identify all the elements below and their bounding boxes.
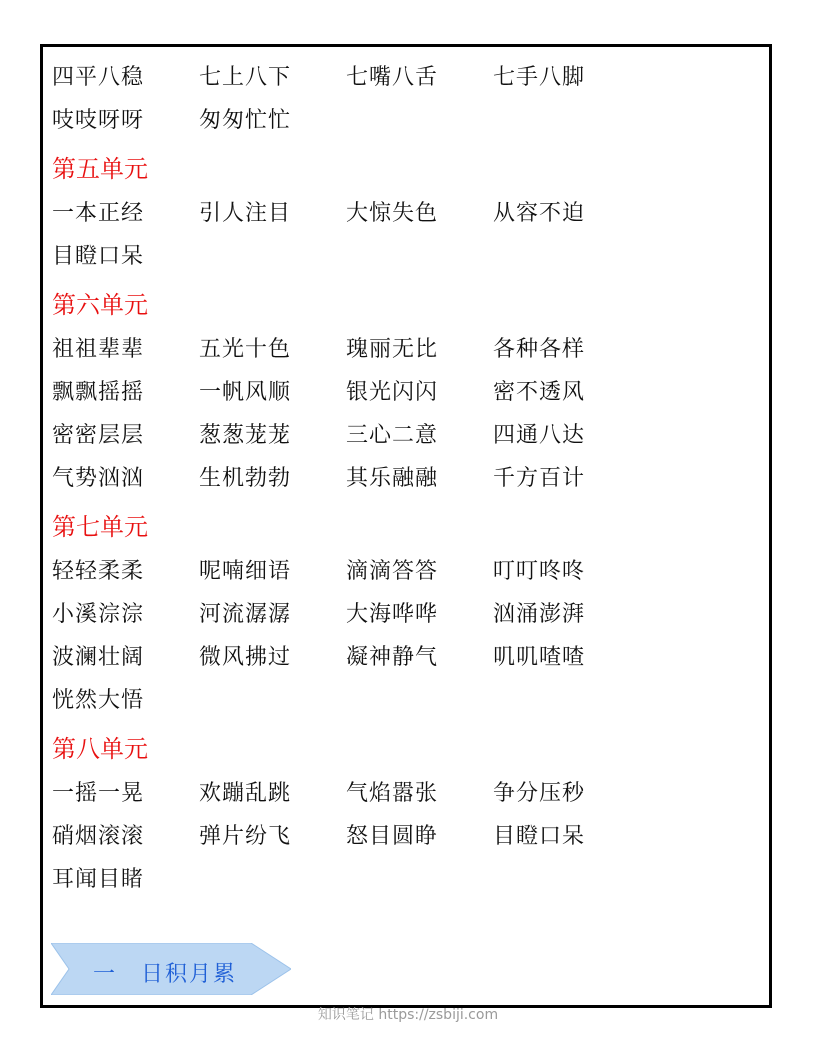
word-row (52, 455, 769, 498)
idiom-word: 瑰丽无比 (346, 337, 439, 362)
idiom-word: 滴滴答答 (346, 559, 439, 584)
unit-heading: 第五单元 (52, 154, 148, 183)
idiom-word: 大惊失色 (346, 201, 439, 226)
idiom-word: 气势汹汹 (52, 466, 145, 491)
idiom-word: 七上八下 (199, 65, 292, 90)
idiom-word: 硝烟滚滚 (52, 824, 145, 849)
idiom-word: 大海哗哗 (346, 602, 439, 627)
word-row (52, 770, 769, 813)
idiom-word: 密不透风 (493, 380, 586, 405)
word-row (52, 677, 769, 720)
word-row (52, 412, 769, 455)
idiom-word: 怒目圆睁 (346, 824, 439, 849)
word-row (52, 813, 769, 856)
footer-watermark: 知识笔记 https://zsbiji.com (317, 1007, 499, 1023)
idiom-word: 七手八脚 (493, 65, 586, 90)
idiom-word: 飘飘摇摇 (52, 380, 145, 405)
word-row (52, 856, 769, 899)
idiom-word: 四通八达 (493, 423, 586, 448)
word-row (52, 548, 769, 591)
word-row (52, 233, 769, 276)
idiom-word: 恍然大悟 (52, 688, 145, 713)
idiom-word: 四平八稳 (52, 65, 145, 90)
unit-heading: 第八单元 (52, 734, 148, 763)
idiom-word: 一摇一晃 (52, 781, 145, 806)
idiom-word: 五光十色 (199, 337, 292, 362)
idiom-word: 目瞪口呆 (493, 824, 586, 849)
page-frame (40, 44, 772, 1008)
word-list (52, 54, 769, 899)
idiom-word: 密密层层 (52, 423, 145, 448)
idiom-word: 汹涌澎湃 (493, 602, 586, 627)
word-row (52, 591, 769, 634)
idiom-word: 银光闪闪 (346, 380, 439, 405)
idiom-word: 微风拂过 (199, 645, 292, 670)
idiom-word: 生机勃勃 (199, 466, 292, 491)
word-row (52, 634, 769, 677)
banner-label: 一 日积月累 (93, 962, 238, 987)
idiom-word: 七嘴八舌 (346, 65, 439, 90)
idiom-word: 波澜壮阔 (52, 645, 145, 670)
idiom-word: 葱葱茏茏 (199, 423, 292, 448)
idiom-word: 一本正经 (52, 201, 145, 226)
word-row (52, 326, 769, 369)
idiom-word: 其乐融融 (346, 466, 439, 491)
idiom-word: 小溪淙淙 (52, 602, 145, 627)
idiom-word: 争分压秒 (493, 781, 586, 806)
idiom-word: 目瞪口呆 (52, 244, 145, 269)
idiom-word: 各种各样 (493, 337, 586, 362)
idiom-word: 吱吱呀呀 (52, 108, 145, 133)
idiom-word: 一帆风顺 (199, 380, 292, 405)
idiom-word: 从容不迫 (493, 201, 586, 226)
idiom-word: 气焰嚣张 (346, 781, 439, 806)
idiom-word: 匆匆忙忙 (199, 108, 292, 133)
idiom-word: 耳闻目睹 (52, 867, 145, 892)
idiom-word: 欢蹦乱跳 (199, 781, 292, 806)
idiom-word: 叮叮咚咚 (493, 559, 586, 584)
idiom-word: 弹片纷飞 (199, 824, 292, 849)
idiom-word: 轻轻柔柔 (52, 559, 145, 584)
idiom-word: 千方百计 (493, 466, 586, 491)
idiom-word: 祖祖辈辈 (52, 337, 145, 362)
unit-heading: 第六单元 (52, 290, 148, 319)
unit-heading: 第七单元 (52, 512, 148, 541)
word-row (52, 190, 769, 233)
section-banner (51, 943, 291, 995)
idiom-word: 呢喃细语 (199, 559, 292, 584)
idiom-word: 叽叽喳喳 (493, 645, 586, 670)
idiom-word: 河流潺潺 (199, 602, 292, 627)
idiom-word: 三心二意 (346, 423, 439, 448)
word-row (52, 54, 769, 97)
word-row (52, 369, 769, 412)
idiom-word: 引人注目 (199, 201, 292, 226)
word-row (52, 97, 769, 140)
idiom-word: 凝神静气 (346, 645, 439, 670)
